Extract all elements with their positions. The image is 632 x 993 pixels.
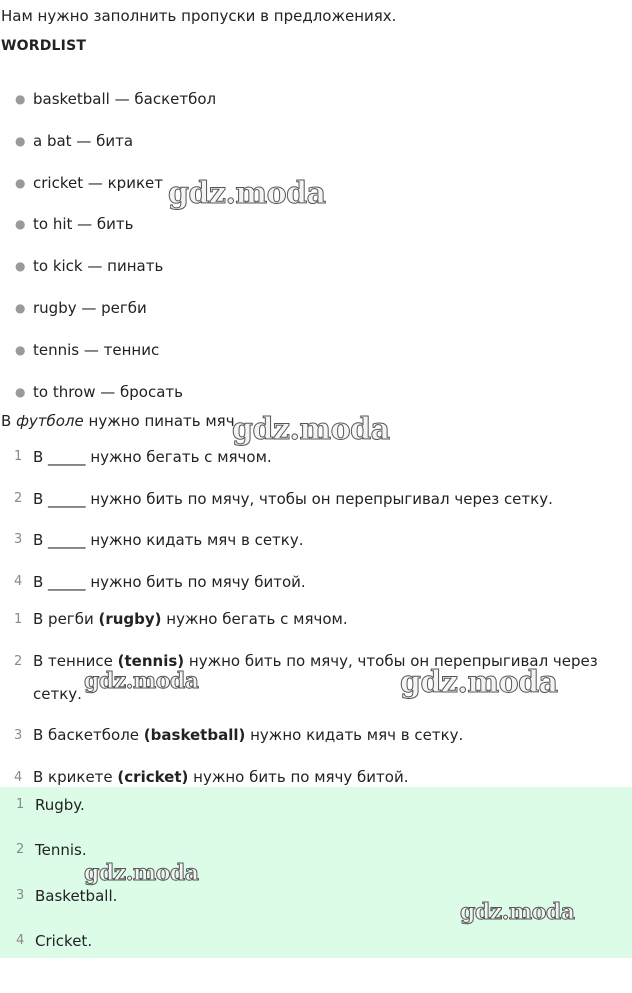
task-item: 4 В _____ нужно бить по мячу битой. xyxy=(14,573,306,592)
watermark: gdz.moda xyxy=(168,176,326,211)
task-item: 1 В _____ нужно бегать с мячом. xyxy=(14,448,272,466)
wordlist-item: ● to kick — пинать xyxy=(0,247,600,289)
answer-item: 2 В теннисе (tennis) нужно бить по мячу, чтобы он перепрыгивал через сетку. xyxy=(0,645,625,719)
item-number: 3 xyxy=(14,728,23,743)
item-number: 2 xyxy=(16,842,25,858)
item-number: 3 xyxy=(14,532,23,548)
wordlist-item: ● a bat — бита xyxy=(0,122,600,164)
wordlist-item: ● to hit — бить xyxy=(0,205,600,247)
item-number: 4 xyxy=(14,574,23,590)
bullet-icon: ● xyxy=(15,259,26,274)
watermark: gdz.moda xyxy=(84,668,199,694)
bullet-icon: ● xyxy=(15,342,26,357)
wordlist-item: ● basketball — баскетбол xyxy=(0,80,600,122)
bullet-icon: ● xyxy=(15,175,26,190)
example-italic-word: футболе xyxy=(16,412,84,430)
bullet-icon: ● xyxy=(15,384,26,399)
wordlist-heading: WORDLIST xyxy=(1,38,87,54)
item-number: 2 xyxy=(14,490,23,506)
final-answer-item: 2 Tennis. xyxy=(0,837,625,882)
task-list xyxy=(0,446,625,613)
bullet-icon: ● xyxy=(15,217,26,232)
answer-item: 3 В баскетболе (basketball) нужно кидать мяч в сетку. xyxy=(0,719,625,761)
watermark: gdz.moda xyxy=(400,665,558,700)
example-sentence: В футболе нужно пинать мяч. xyxy=(1,412,240,430)
intro-text: Нам нужно заполнить пропуски в предложениях. xyxy=(1,7,397,25)
item-number: 1 xyxy=(14,612,23,627)
bullet-icon: ● xyxy=(15,300,26,315)
item-number: 4 xyxy=(14,770,23,785)
watermark: gdz.moda xyxy=(84,860,199,886)
item-number: 4 xyxy=(16,932,25,948)
wordlist xyxy=(0,80,600,414)
final-answer-item: 1 Rugby. xyxy=(0,792,625,837)
wordlist-item: ● to throw — бросать xyxy=(0,373,600,415)
task-item: 2 В _____ нужно бить по мячу, чтобы он перепрыгивал через сетку. xyxy=(14,489,553,508)
task-item: 3 В _____ нужно кидать мяч в сетку. xyxy=(14,531,304,550)
final-answer-item: 4 Cricket. xyxy=(0,928,625,973)
wordlist-item: ● cricket — крикет xyxy=(0,164,600,206)
watermark: gdz.moda xyxy=(460,899,575,925)
item-number: 1 xyxy=(16,797,25,812)
answer-list xyxy=(0,603,625,803)
item-number: 2 xyxy=(14,654,23,669)
answer-item: 1 В регби (rugby) нужно бегать с мячом. xyxy=(0,603,625,645)
bullet-icon: ● xyxy=(15,92,26,106)
final-answer-item: 3 Basketball. xyxy=(0,883,625,928)
watermark: gdz.moda xyxy=(232,412,390,447)
wordlist-item: ● tennis — теннис xyxy=(0,331,600,373)
bullet-icon: ● xyxy=(15,133,26,148)
item-number: 3 xyxy=(16,887,25,903)
wordlist-item: ● rugby — регби xyxy=(0,289,600,331)
answer-item: 4 В крикете (cricket) нужно бить по мячу битой. xyxy=(0,761,625,803)
item-number: 1 xyxy=(14,449,23,464)
